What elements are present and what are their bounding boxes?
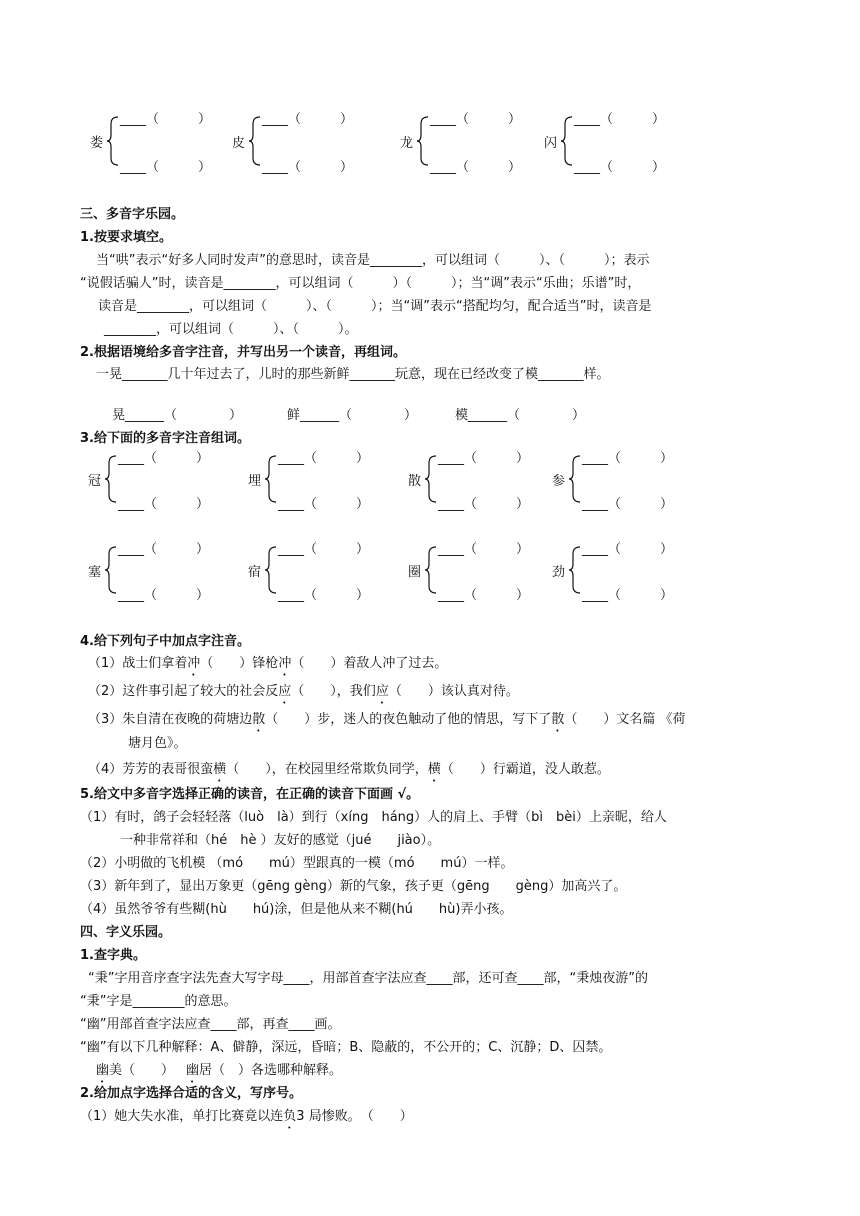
q3-top-blank-7: ____（ ） [438,542,530,557]
q4-1-line-3: “幽”用部首查字法应查____部，再查____画。 [80,1017,341,1032]
q4-1-last-a: 美（ ） [109,1063,175,1078]
q3-brace-8 [568,546,582,594]
q3-5-title: 5.给文中多音字选择正确的读音，在正确的读音下面画 √。 [80,787,420,802]
top-brace-1 [106,116,120,166]
q3-1-line-3: 读音是________，可以组词（ ）、（ ）；当“调”表示“搭配均匀，配合适当”时，读音是 [98,299,652,314]
q3-brace-5 [104,546,118,594]
top-top-blank-2: ____（ ） [262,112,354,127]
q4-1-line-1: “秉”字用音序查字法先查大写字母____，用部首查字法应查____部，还可查____部，“秉烛夜游”的 [88,971,648,986]
top-char-4: 闪 [544,136,558,151]
q3-3-title: 3.给下面的多音字注音组词。 [80,431,250,446]
q4-2-pre: （1）她大失水准，单打比赛竟以连 [80,1109,284,1124]
q3-bottom-blank-6: ____（ ） [278,588,370,603]
q4-1-line-2: “秉”字是________的意思。 [80,994,237,1009]
top-top-blank-1: ____（ ） [120,112,212,127]
q3-1-line-4: ________，可以组词（ ）、（ ）。 [104,322,358,337]
q3-char-6: 宿 [248,565,262,580]
q3-4-line-2-pre: （2）这件事引起了较大的社会反 [88,684,279,699]
top-brace-2 [248,116,262,166]
q3-4-line-1 [88,652,447,679]
q3-4-line-4-mid: （ ），在校园里经常欺负同学， [226,762,428,777]
q3-4-title: 4.给下列句子中加点字注音。 [80,634,250,649]
q3-2-item-2: 鲜______（ ） [287,408,418,423]
q3-4-line-1-pre: （1）战士们拿着 [88,656,188,671]
q3-brace-6 [264,546,278,594]
q3-top-blank-4: ____（ ） [582,451,674,466]
q3-top-blank-2: ____（ ） [278,451,370,466]
q3-top-blank-1: ____（ ） [118,451,210,466]
q3-1-line-1: 当“哄”表示“好多人同时发声”的意思时，读音是________，可以组词（ ）、（ ）；表示 [96,253,650,268]
top-bottom-blank-3: ____（ ） [430,160,522,175]
q4-1-dot-1: 幽 [96,1063,110,1078]
top-top-blank-4: ____（ ） [574,112,666,127]
q3-bottom-blank-7: ____（ ） [438,588,530,603]
q3-4-line-4-post: （ ）行霸道，没人敢惹。 [440,762,610,777]
q4-2-title: 2.给加点字选择合适的含义，写序号。 [80,1086,302,1101]
q4-2-dot: 负 [283,1109,297,1124]
q3-char-8: 劲 [552,565,566,580]
q4-1-last-b: 居（ ）各选哪种解释。 [199,1063,343,1078]
q3-4-line-3-dot-1: 散 [252,712,266,727]
q3-char-2: 埋 [248,474,262,489]
q4-1-title: 1.查字典。 [80,948,146,963]
q3-5-line-3: （2）小明做的飞机模 （mó mú）型跟真的一模（mó mú）一样。 [80,856,514,871]
q3-brace-1 [104,455,118,503]
q3-4-line-4 [88,758,610,785]
q3-bottom-blank-2: ____（ ） [278,497,370,512]
q3-brace-4 [568,455,582,503]
q4-2-post: 3 局惨败。 （ ） [296,1109,413,1124]
q4-1-line-4: “幽”有以下几种解释：A、僻静，深远，昏暗；B、隐蔽的，不公开的；C、沉静；D、囚禁。 [80,1040,612,1055]
q3-top-blank-8: ____（ ） [582,542,674,557]
top-top-blank-3: ____（ ） [430,112,522,127]
q3-4-line-3-mid: （ ）步，迷人的夜色触动了他的情思，写下了 [265,712,552,727]
q3-4-line-2-dot-1: 应 [278,684,292,699]
q3-4-line-4-dot-2: 横 [427,762,441,777]
q3-char-4: 参 [552,474,566,489]
top-bottom-blank-2: ____（ ） [262,160,354,175]
section-3-title: 三、多音字乐园。 [80,207,185,222]
q3-brace-7 [424,546,438,594]
q3-4-line-1-dot-1: 冲 [187,656,201,671]
q3-4-line-3-post: （ ）文名篇 《荷 [564,712,686,727]
q3-4-line-1-mid: （ ）锋枪 [200,656,279,671]
q3-5-line-5: （4）虽然爷爷有些糊(hù hú)涂，但是他从来不糊(hú hù)弄小孩。 [80,902,513,917]
q3-bottom-blank-8: ____（ ） [582,588,674,603]
q3-4-line-3-dot-2: 散 [551,712,565,727]
q4-1-dot-2: 幽 [186,1063,200,1078]
q3-4-line-1-post: （ ）着敌人冲了过去。 [291,656,448,671]
q3-2-title: 2.根据语境给多音字注音，并写出另一个读音，再组词。 [80,345,406,360]
top-bottom-blank-1: ____（ ） [120,160,212,175]
q3-5-line-1: （1）有时，鸽子会轻轻落（luò là）到行（xíng háng）人的肩上、手臂（bì bèi）上亲昵，给人 [80,810,667,825]
q3-4-line-2-dot-2: 应 [375,684,389,699]
q4-2-line-1 [80,1105,413,1132]
q3-5-line-2: 一种非常祥和（hé hè ）友好的感觉（jué jiào）。 [120,833,441,848]
q3-4-line-3 [88,708,685,735]
q3-bottom-blank-3: ____（ ） [438,497,530,512]
q3-top-blank-5: ____（ ） [118,542,210,557]
q3-1-line-2: “说假话骗人”时，读音是________，可以组词（ ）（ ）；当“调”表示“乐曲；乐谱”时， [80,276,641,291]
q3-4-line-2-post: （ ）该认真对待。 [388,684,519,699]
q3-brace-2 [264,455,278,503]
q3-1-title: 1.按要求填空。 [80,230,172,245]
q3-top-blank-3: ____（ ） [438,451,530,466]
q3-2-item-3: 模______（ ） [455,408,586,423]
q3-bottom-blank-1: ____（ ） [118,497,210,512]
q3-char-1: 冠 [88,474,102,489]
top-brace-4 [560,116,574,166]
top-bottom-blank-4: ____（ ） [574,160,666,175]
q3-4-line-2 [88,680,519,707]
q3-4-line-4-pre: （4）芳芳的表哥很蛮 [88,762,214,777]
q3-bottom-blank-4: ____（ ） [582,497,674,512]
top-char-2: 皮 [232,136,246,151]
q3-4-line-1-dot-2: 冲 [278,656,292,671]
q3-4-line-3b: 塘月色》。 [128,736,187,751]
q3-2-item-1: 晃______（ ） [112,408,243,423]
q3-5-line-4: （3）新年到了，显出万象更（gēng gèng）新的气象，孩子更（gēng gèng）加高兴了。 [80,879,627,894]
q3-bottom-blank-5: ____（ ） [118,588,210,603]
top-char-3: 龙 [400,136,414,151]
q3-4-line-4-dot-1: 横 [213,762,227,777]
q3-char-5: 塞 [88,565,102,580]
q3-brace-3 [424,455,438,503]
q3-char-3: 散 [408,474,422,489]
q3-char-7: 圈 [408,565,422,580]
top-brace-3 [416,116,430,166]
top-char-1: 娄 [90,136,104,151]
q3-4-line-2-mid: （ ），我们 [291,684,376,699]
q3-2-sentence: 一晃_______几十年过去了，儿时的那些新鲜_______玩意，现在已经改变了模_______样。 [96,367,610,382]
section-4-title: 四、字义乐园。 [80,925,172,940]
q3-top-blank-6: ____（ ） [278,542,370,557]
q3-4-line-3-pre: （3）朱自清在夜晚的荷塘边 [88,712,253,727]
